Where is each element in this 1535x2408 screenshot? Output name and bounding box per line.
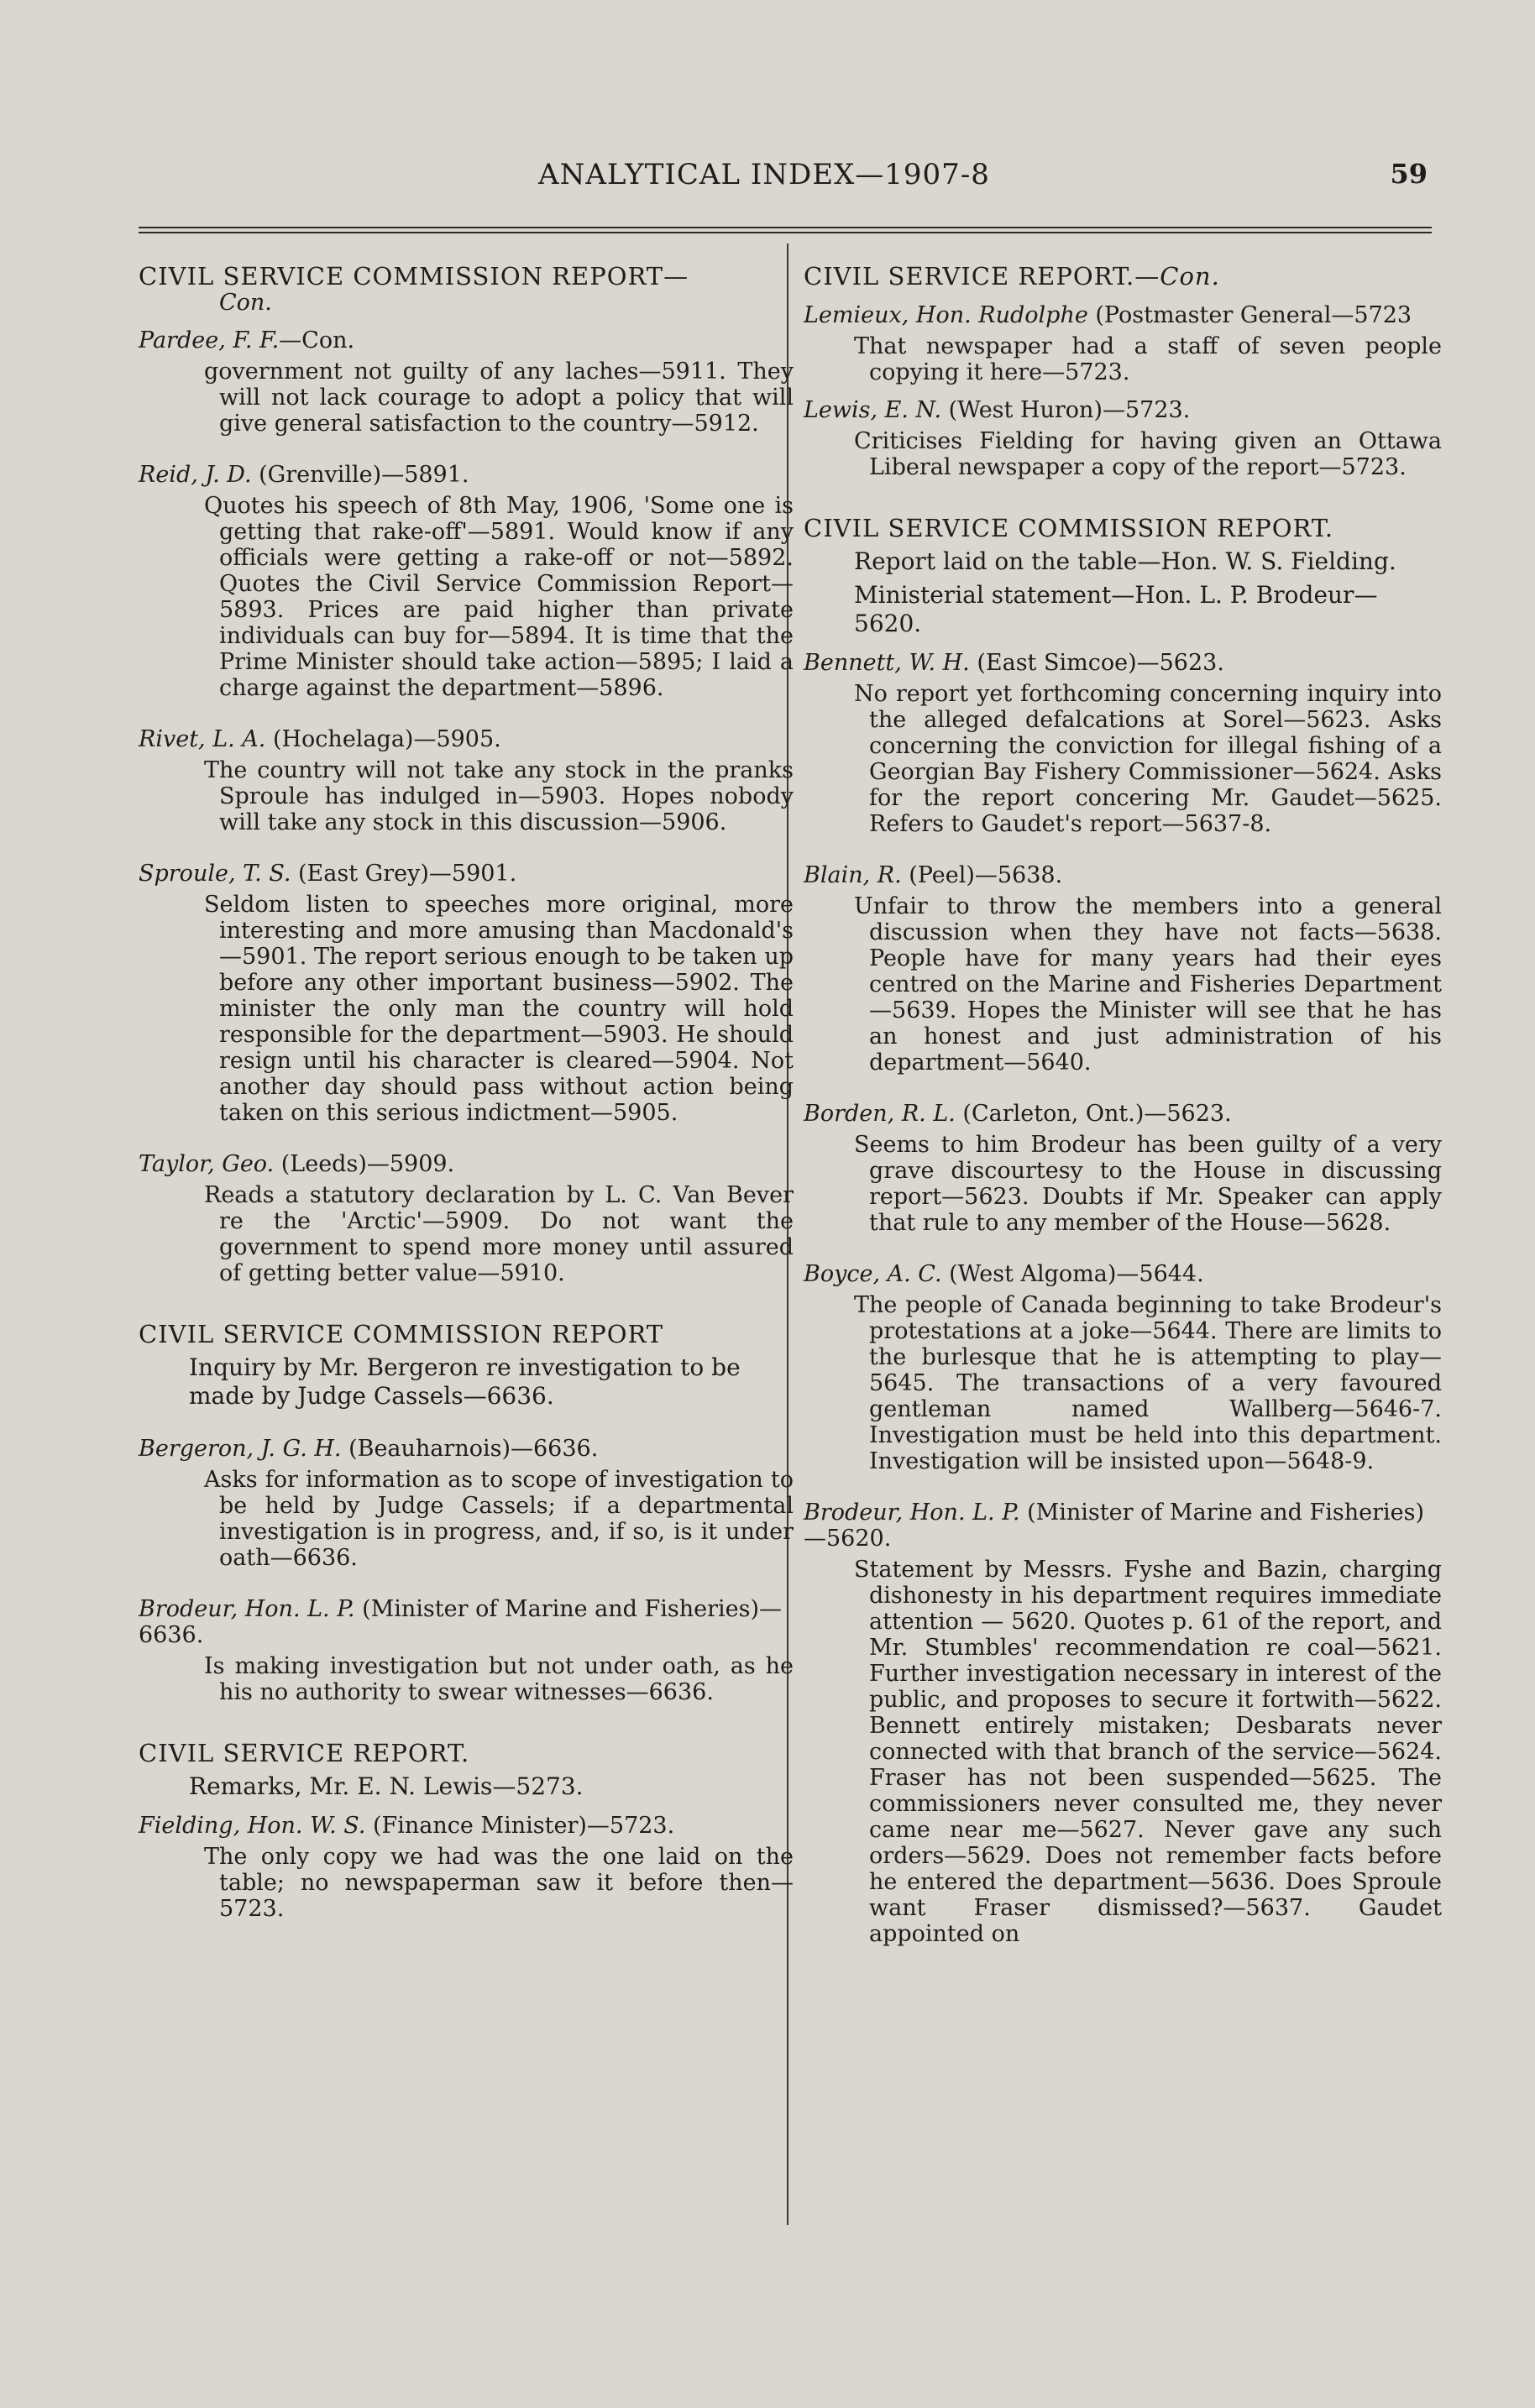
index-entry (139, 327, 794, 437)
speaker-name: Bergeron, J. G. H. (139, 1436, 342, 1462)
section-line: Remarks, Mr. E. N. Lewis—5273. (189, 1772, 584, 1800)
index-entry (804, 862, 1442, 1076)
speaker-name: Fielding, Hon. W. S. (139, 1813, 366, 1839)
speaker-line (139, 1596, 794, 1648)
speaker-line (804, 862, 1442, 888)
speaker-detail: —Con. (279, 327, 355, 353)
speaker-line (139, 726, 794, 752)
speaker-line (804, 302, 1442, 328)
speaker-detail: (Postmaster General—5723 (1087, 302, 1412, 328)
speaker-name: Reid, J. D. (139, 462, 252, 488)
speaker-line (804, 1500, 1442, 1552)
speaker-detail: (Grenville)—5891. (251, 462, 469, 488)
section-heading-continued: Con. (219, 290, 272, 316)
speaker-line (804, 397, 1442, 423)
index-entry (139, 1813, 794, 1922)
running-title: ANALYTICAL INDEX—1907-8 (538, 158, 990, 191)
section-line: Inquiry by Mr. Bergeron re investigation to be made by Judge Cassels—6636. (189, 1353, 741, 1410)
speaker-detail: (Minister of Marine and Fisheries)—5620. (804, 1500, 1425, 1552)
speaker-line (139, 1151, 794, 1177)
speaker-detail: (West Algoma)—5644. (941, 1261, 1204, 1287)
section (139, 1320, 794, 1411)
speaker-line (139, 1436, 794, 1462)
entry-text: Unfair to throw the members into a general discussion when they have not facts—5638. People have for many years had their eyes centred on the Marine and Fisheries Department—5639. Hopes the Minister will see that he has an honest and just administration of his department—5640. (854, 893, 1442, 1076)
index-entry (804, 397, 1442, 480)
speaker-detail: (Peel)—5638. (901, 862, 1063, 888)
entry-text: Statement by Messrs. Fyshe and Bazin, charging dishonesty in his department requires immediate attention — 5620. Quotes p. 61 of the report, and Mr. Stumbles' recommendation re coal—5621. Further investigation necessary in interest of the public, and proposes to secure it fortwith—5622. Bennett entirely mistaken; Desbarats never connected with that branch of the service—5624. Fraser has not been suspended—5625. The commissioners never consulted me, they never came near me—5627. Never gave any such orders—5629. Does not remember facts before he entered the department—5636. Does Sproule want Fraser dismissed?—5637. Gaudet appointed on (854, 1557, 1442, 1947)
index-entry (139, 462, 794, 701)
entry-text: Asks for information as to scope of investigation to be held by Judge Cassels; if a departmental investigation is in progress, and, if so, is it under oath—6636. (204, 1467, 794, 1571)
index-entry (804, 1101, 1442, 1236)
speaker-detail: (West Huron)—5723. (941, 397, 1191, 423)
section-line: Report laid on the table—Hon. W. S. Fielding. (854, 547, 1396, 575)
index-entry (804, 302, 1442, 385)
speaker-name: Brodeur, Hon. L. P. (139, 1596, 355, 1622)
entry-text: The country will not take any stock in the pranks Sproule has indulged in—5903. Hopes nobody will take any stock in this discussion—5906. (204, 757, 794, 835)
index-entry (804, 650, 1442, 837)
entry-text: Reads a statutory declaration by L. C. Van Bever re the 'Arctic'—5909. Do not want the government to spend more money until assured of getting better value—5910. (204, 1182, 794, 1286)
entry-text: Criticises Fielding for having given an Ottawa Liberal newspaper a copy of the report—5723. (854, 428, 1442, 480)
right-column (804, 262, 1442, 1947)
running-head (0, 158, 1535, 200)
speaker-name: Rivet, L. A. (139, 726, 266, 752)
section-heading: CIVIL SERVICE COMMISSION REPORT— (139, 262, 689, 291)
speaker-detail: (Finance Minister)—5723. (365, 1813, 675, 1839)
entry-text: Seldom listen to speeches more original, more interesting and more amusing than Macdonald's—5901. The report serious enough to be taken up before any other important business—5902. The minister the only man the country will hold responsible for the department—5903. He should resign until his character is cleared—5904. Not another day should pass without action being taken on this serious indictment—5905. (204, 892, 794, 1126)
index-entry (139, 1436, 794, 1571)
page-number: 59 (1390, 158, 1428, 190)
index-entry (139, 1596, 794, 1705)
speaker-detail: (East Grey)—5901. (291, 861, 517, 887)
header-double-rule (139, 227, 1432, 233)
speaker-name: Taylor, Geo. (139, 1151, 275, 1177)
speaker-line (139, 861, 794, 887)
section-heading: CIVIL SERVICE COMMISSION REPORT (139, 1320, 664, 1348)
entry-text: Quotes his speech of 8th May, 1906, 'Some one is getting that rake-off'—5891. Would know if any officials were getting a rake-off or not—5892. Quotes the Civil Service Commission Report—5893. Prices are paid higher than private individuals can buy for—5894. It is time that the Prime Minister should take action—5895; I laid a charge against the department—5896. (204, 493, 794, 701)
speaker-detail: (Minister of Marine and Fisheries)—6636. (139, 1596, 783, 1648)
speaker-name: Boyce, A. C. (804, 1261, 942, 1287)
speaker-name: Brodeur, Hon. L. P. (804, 1500, 1020, 1526)
entry-text: The people of Canada beginning to take Brodeur's protestations at a joke—5644. There are limits to the burlesque that he is attempting to play—5645. The transactions of a very favoured gentleman named Wallberg—5646-7. Investigation must be held into this department. Investigation will be insisted upon—5648-9. (854, 1292, 1442, 1474)
section-heading (804, 262, 1442, 291)
speaker-line (139, 327, 794, 353)
entry-text: Seems to him Brodeur has been guilty of a very grave discourtesy to the House in discussing report—5623. Doubts if Mr. Speaker can apply that rule to any member of the House—5628. (854, 1132, 1442, 1236)
speaker-line (804, 1261, 1442, 1287)
section (139, 1739, 794, 1801)
index-entry (139, 726, 794, 835)
speaker-detail: (Carleton, Ont.)—5623. (955, 1101, 1232, 1127)
left-column (139, 262, 794, 1922)
speaker-line (139, 1813, 794, 1839)
speaker-name: Sproule, T. S. (139, 861, 291, 887)
section-line: Ministerial statement—Hon. L. P. Brodeur—5620. (854, 581, 1378, 637)
speaker-detail: (Beauharnois)—6636. (341, 1436, 599, 1462)
section-heading: CIVIL SERVICE REPORT. (139, 1739, 470, 1767)
speaker-name: Blain, R. (804, 862, 902, 888)
speaker-line (139, 462, 794, 488)
index-entry (804, 1261, 1442, 1474)
entry-text: government not guilty of any laches—5911. They will not lack courage to adopt a policy that will give general satisfaction to the country—5912. (204, 359, 794, 437)
section-heading: CIVIL SERVICE COMMISSION REPORT. (804, 514, 1334, 542)
speaker-line (804, 650, 1442, 676)
index-entry (804, 1500, 1442, 1947)
entry-text: That newspaper had a staff of seven people copying it here—5723. (854, 333, 1442, 385)
speaker-detail: (East Simcoe)—5623. (969, 650, 1224, 676)
speaker-name: Lemieux, Hon. Rudolphe (804, 302, 1088, 328)
speaker-line (804, 1101, 1442, 1127)
index-entry (139, 861, 794, 1126)
speaker-detail: (Hochelaga)—5905. (265, 726, 501, 752)
section-heading-text: CIVIL SERVICE REPORT.— (804, 262, 1160, 291)
speaker-name: Borden, R. L. (804, 1101, 956, 1127)
entry-text: The only copy we had was the one laid on the table; no newspaperman saw it before then—5723. (204, 1844, 794, 1922)
entry-text: No report yet forthcoming concerning inquiry into the alleged defalcations at Sorel—5623. Asks concerning the conviction for illegal fishing of a Georgian Bay Fishery Commissioner—5624. Asks for the report concering Mr. Gaudet—5625. Refers to Gaudet's report—5637-8. (854, 681, 1442, 837)
section (804, 514, 1442, 638)
section-heading-continued: Con. (1160, 262, 1220, 291)
entry-text: Is making investigation but not under oath, as he his no authority to swear witnesses—6636. (204, 1653, 794, 1705)
speaker-detail: (Leeds)—5909. (274, 1151, 455, 1177)
speaker-name: Pardee, F. F. (139, 327, 280, 353)
speaker-name: Lewis, E. N. (804, 397, 942, 423)
index-entry (139, 1151, 794, 1286)
speaker-name: Bennett, W. H. (804, 650, 970, 676)
